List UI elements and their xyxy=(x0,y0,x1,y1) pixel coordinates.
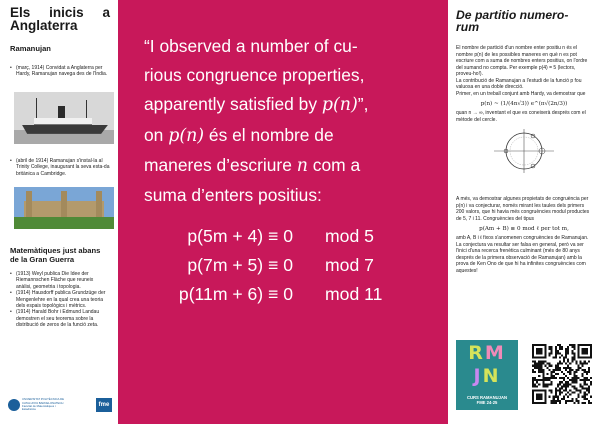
paragraph-definition-congruences: amb A, B i ℓ fixos s'anomenen congruències de Ramanujan. xyxy=(456,235,589,241)
quote-line: on p(n) és el nombre de xyxy=(144,124,334,146)
war-bullet-weyl: • (1913) Weyl publica Die Idee der Riemannschen Fläche que reuneix anàlisi, geometria i topologia. xyxy=(10,271,110,290)
circle-method-diagram xyxy=(492,128,556,174)
congruence-mod-5 xyxy=(144,222,422,251)
logo-caption: CURS RAMANUJAN FME 24-25 xyxy=(466,395,507,405)
right-column xyxy=(448,0,600,424)
math-pn: p(n) xyxy=(168,125,205,146)
upc-emblem-icon xyxy=(8,399,20,411)
logo-letters: RM JN xyxy=(468,342,506,387)
trinity-college-photo xyxy=(14,187,114,229)
section-title xyxy=(10,6,110,32)
congruence-mod-7 xyxy=(144,251,422,280)
math-pn: p(n) xyxy=(321,95,358,116)
timeline-bullet-april-1914: • (abril de 1914) Ramanujan s'instal·la al Trinity College, inaugurant la seva esta-da britànica a Cambridge. xyxy=(10,158,110,177)
paragraph-hardy: Primer, en un treball conjunt amb Hardy, va demostrar que xyxy=(456,90,586,97)
quote-line: “I observed a number of cu- xyxy=(144,36,358,56)
congruence-lhs: p(11m + 6) ≡ 0 xyxy=(178,283,293,304)
congruence-mod-11 xyxy=(144,280,422,309)
paragraph-circle-method: quan n → ∞, inventant el que es coneixerà després com el mètode del cercle. xyxy=(456,110,586,123)
curs-ramanujan-logo xyxy=(456,340,518,410)
quote-line: suma d’enters positius: xyxy=(144,185,322,206)
war-bullet-hausdorff: • (1914) Hausdorff publica Grundzüge der Mengenlehre en la qual crea una teoria dels espais topològics i mètrics. xyxy=(10,290,110,309)
war-heading: Matemàtiques just abans de la Gran Guerra xyxy=(10,246,101,265)
congruence-list xyxy=(144,222,422,308)
title-word: a xyxy=(102,5,110,20)
quote-line: rious congruence properties, xyxy=(144,65,365,86)
left-column xyxy=(0,0,118,424)
footer-logos-right xyxy=(456,340,592,410)
congruence-modulus: mod 7 xyxy=(325,255,374,276)
paragraph-definition: El nombre de partició d'un nombre enter positiu n és el nombre p(n) de les possibles maneres en què n es pot escriure com a suma de nombres enters positius, on l'ordre del sumand no compta. Per exemple p(4) = 5 (lectors, proveu-ho!). xyxy=(456,45,588,77)
paragraph-conjecture: La conjectura va resultar ser falsa en general, però va ser l'inici d'una recerca frenètica culminant (més de 80 anys després de la primera observació de Ramanujan) amb la prova de Ken Ono de que hi ha infinites congruències com aquestes! xyxy=(456,241,586,274)
war-bullet-bohr-landau: • (1914) Harald Bohr i Edmund Landau demostren el seu teorema sobre la distribució de zeros de la funció zeta. xyxy=(10,309,110,328)
ramanujan-heading: Ramanujan xyxy=(10,44,51,53)
quote-panel xyxy=(118,0,448,424)
ramanujan-congruence-formula: p(Am + B) ≡ 0 mod ℓ per tot m, xyxy=(479,226,569,232)
ramanujan-quote xyxy=(144,32,422,210)
ship-photo xyxy=(14,92,114,144)
math-n: n xyxy=(296,155,308,176)
congruence-lhs: p(5m + 4) ≡ 0 xyxy=(187,226,293,247)
title-word: inicis xyxy=(49,5,84,20)
title-word: Anglaterra xyxy=(10,18,78,33)
partitio-title: De partitio numero- rum xyxy=(456,8,569,34)
quote-line: maneres d’escriure n com a xyxy=(144,154,361,176)
paragraph-contribution: La contribució de Ramanujan a l'estudi de la funció p fou valuosa en una doble direcció. xyxy=(456,77,582,90)
congruence-modulus: mod 11 xyxy=(325,283,383,304)
upc-logo-text: UNIVERSITAT POLITÈCNICA DE CATALUNYA BARCELONATECH Facultat de Matemàtiques i Estadística xyxy=(22,397,64,412)
timeline-bullet-march-1914: • (març, 1914) Convidat a Anglaterra per Hardy, Ramanujan navega des de l'Índia. xyxy=(10,65,110,78)
congruence-lhs: p(7m + 5) ≡ 0 xyxy=(187,255,293,276)
qr-code-icon[interactable] xyxy=(532,344,592,404)
title-word: Els xyxy=(10,5,31,20)
fme-logo: fme xyxy=(96,398,112,412)
paragraph-congruences: A més, va demostrar algunes propietats de congruència per p(n) i va conjecturar, només mirant les taules dels primers 200 valors, que hi havia més congruències modul productes de 5, 7 i 11. Congruències del tipus xyxy=(456,196,590,222)
asymptotic-formula: p(n) ~ (1/(4n√3)) e^(π√(2n/3)) xyxy=(480,101,568,107)
congruence-modulus: mod 5 xyxy=(325,226,374,247)
upc-logo xyxy=(8,398,68,412)
footer-logos xyxy=(8,396,112,414)
quote-line: apparently satisfied by p(n)”, xyxy=(144,94,369,116)
